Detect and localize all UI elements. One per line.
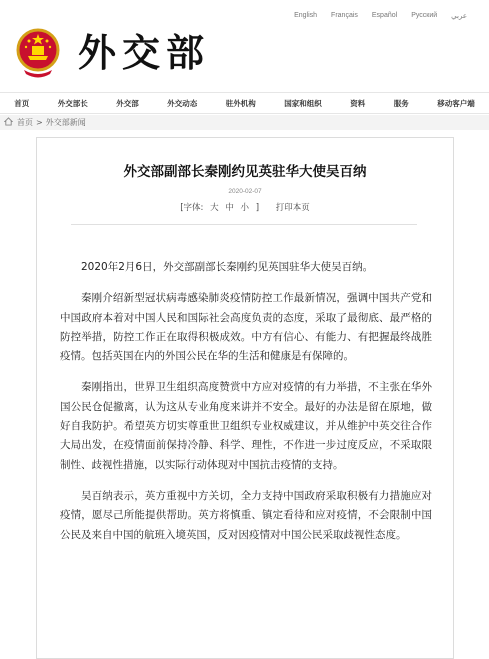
home-icon[interactable] xyxy=(4,117,13,128)
breadcrumb-home[interactable]: 首页 xyxy=(17,118,33,127)
article-panel xyxy=(36,137,454,659)
language-bar xyxy=(294,12,467,20)
article-date: 2020-02-07 xyxy=(228,188,262,195)
breadcrumb-separator: > xyxy=(36,118,43,127)
nav-news[interactable]: 外交动态 xyxy=(167,98,198,108)
font-size-large[interactable]: 大 xyxy=(210,203,219,213)
nav-minister[interactable]: 外交部长 xyxy=(57,98,88,108)
nav-ministry[interactable]: 外交部 xyxy=(116,98,139,108)
nav-resources[interactable]: 资料 xyxy=(350,98,366,108)
font-size-small[interactable]: 小 xyxy=(240,203,250,213)
site-brand[interactable]: 外交部 xyxy=(78,30,211,75)
article-body xyxy=(60,258,432,557)
title-divider xyxy=(71,224,417,225)
lang-spanish[interactable]: Español xyxy=(371,12,398,19)
article-paragraph: 秦刚介绍新型冠状病毒感染肺炎疫情防控工作最新情况，强调中国共产党和中国政府本着对中国人民和国际社会高度负责的态度，采取了最彻底、最严格的防控举措，防控工作正在取得积极成效。中方有信心、有能力、有把握最终战胜疫情。包括英国在内的外国公民在华的生活和健康是有保障的。 xyxy=(60,292,432,363)
breadcrumb xyxy=(0,115,489,130)
lang-russian[interactable]: Русский xyxy=(411,12,438,19)
font-size-label: [字体: xyxy=(180,203,204,213)
nav-home[interactable]: 首页 xyxy=(14,98,30,108)
lang-english[interactable]: English xyxy=(294,12,318,19)
main-nav xyxy=(0,92,489,114)
article-title: 外交部副部长秦刚约见英驻华大使吴百纳 xyxy=(123,164,367,180)
font-size-close: ] xyxy=(255,203,260,213)
article-paragraph: 吴百纳表示，英方重视中方关切，全力支持中国政府采取积极有力措施应对疫情，愿尽己所能提供帮助。英方将慎重、镇定看待和应对疫情，不会限制中国公民及来自中国的航班入境英国，反对因疫情对中国公民采取歧视性态度。 xyxy=(60,489,432,541)
emblem-icon xyxy=(14,26,62,82)
nav-countries[interactable]: 国家和组织 xyxy=(284,98,322,108)
national-emblem-logo[interactable] xyxy=(14,26,62,82)
nav-missions[interactable]: 驻外机构 xyxy=(225,98,256,108)
breadcrumb-current[interactable]: 外交部新闻 xyxy=(45,118,86,127)
print-button[interactable]: 打印本页 xyxy=(275,203,310,213)
font-size-medium[interactable]: 中 xyxy=(225,203,234,213)
article-paragraph: 2020年2月6日，外交部副部长秦刚约见英国驻华大使吴百纳。 xyxy=(81,261,374,273)
nav-services[interactable]: 服务 xyxy=(393,98,409,108)
article-tools xyxy=(37,201,453,213)
article-paragraph: 秦刚指出，世界卫生组织高度赞赏中方应对疫情的有力举措，不主张在华外国公民仓促撤离，认为这从专业角度来讲并不安全。最好的办法是留在原地，做好自我防护。希望英方切实尊重世卫组织专业权威建议，并从维护中英交往合作大局出发，在疫情面前保持冷静、科学、理性，不作进一步过度反应，不采取限制性、歧视性措施，以实际行动体现对中国抗击疫情的支持。 xyxy=(60,381,432,471)
nav-mobile-client[interactable]: 移动客户端 xyxy=(437,98,475,108)
lang-french[interactable]: Français xyxy=(331,12,358,19)
lang-arabic[interactable]: عربي xyxy=(451,13,467,20)
